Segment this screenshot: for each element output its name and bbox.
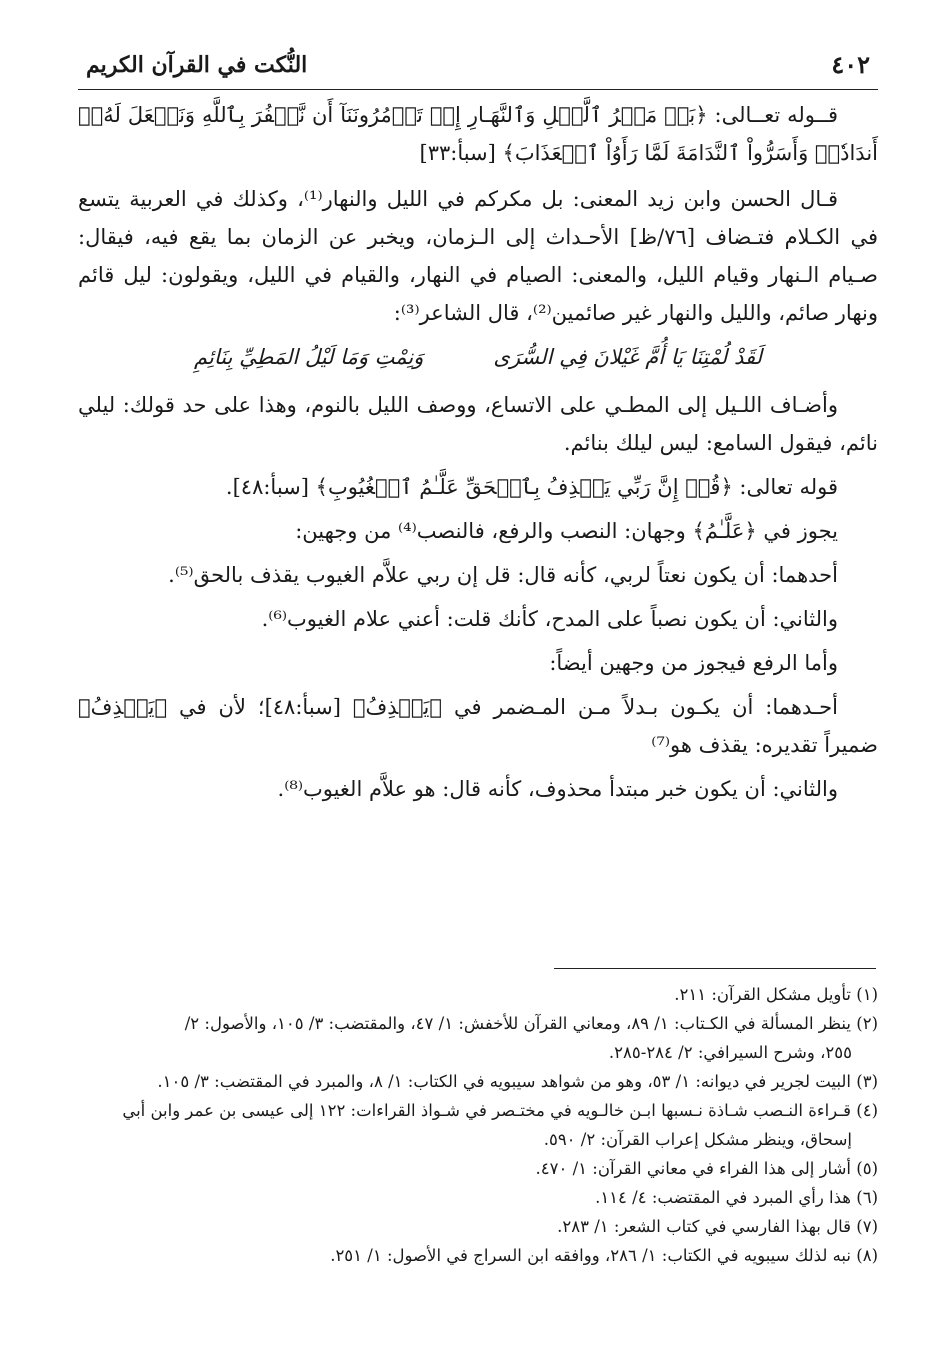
paragraph-raf-first: أحـدهما: أن يكـون بـدلاً مـن المـضمر في ﴿يَقۡذِفُ﴾ [سبأ:٤٨]؛ لأن في ﴿يَقۡذِفُ﴾ ضميراً تقديره: يقذف هو⁽⁷⁾ — [78, 695, 878, 757]
footnote-3: (٣) البيت لجرير في ديوانه: ١/ ٥٣، وهو من شواهد سيبويه في الكتاب: ١/ ٨، والمبرد في المقتضب: ٣/ ١٠٥. — [157, 1072, 878, 1091]
footnote-1: (١) تأويل مشكل القرآن: ٢١١. — [674, 985, 878, 1004]
paragraph-two-readings: يجوز في ﴿عَلَّـٰمُ﴾ وجهان: النصب والرفع، فالنصب⁽⁴⁾ من وجهين: — [295, 519, 838, 543]
paragraph-verse-explanation: وأضـاف اللـيل إلى المطـي على الاتساع، ووصف الليل بالنوم، وهذا على حد قولك: ليلي نائم، فيقول السامع: ليس ليلك بنائم. — [78, 393, 878, 455]
footnote-divider — [554, 968, 876, 969]
paragraph-commentary: قـال الحسن وابن زيد المعنى: بل مكركم في الليل والنهار⁽¹⁾، وكذلك في العربية يتسع في الكـلام فتـضاف [٧٦/ظ] الأحـداث إلى الـزمان، ويخبر عن الزمان بما يقع فيه، فيقال: صـيام الـنهار وقيام الليل، والمعنى: الصيام في النهار، والقيام في الليل، ويقولون: ليل قائم ونهار صائم، والليل والنهار غير صائمين⁽²⁾، قال الشاعر⁽³⁾: — [78, 187, 879, 325]
paragraph-raf-intro: وأما الرفع فيجوز من وجهين أيضاً: — [549, 651, 838, 675]
footnote-8: (٨) نبه لذلك سيبويه في الكتاب: ١/ ٢٨٦، ووافقه ابن السراج في الأصول: ١/ ٢٥١. — [330, 1246, 878, 1265]
paragraph-nasb-first: أحدهما: أن يكون نعتاً لربي، كأنه قال: قل إن ربي علاَّم الغيوب يقذف بالحق⁽⁵⁾. — [168, 563, 838, 587]
paragraph-nasb-second: والثاني: أن يكون نصباً على المدح، كأنك قلت: أعني علام الغيوب⁽⁶⁾. — [261, 607, 838, 631]
footnote-7: (٧) قال بهذا الفارسي في كتاب الشعر: ١/ ٢٨٣. — [557, 1217, 878, 1236]
running-header — [78, 52, 878, 92]
footnote-4-continuation: إسحاق، وينظر مشكل إعراب القرآن: ٢/ ٥٩٠. — [543, 1130, 852, 1149]
poetry-verse — [78, 338, 878, 376]
footnote-4: (٤) قـراءة النـصب شـاذة نـسبها ابـن خالـويه في مختـصر في شـواذ القراءات: ١٢٢ إلى عيسى بن عمر وابن أبي — [122, 1101, 878, 1120]
footnotes — [78, 980, 882, 1270]
paragraph-verse-saba-33: قــوله تعــالى: ﴿بَلۡ مَكۡرُ ٱلَّيۡلِ وَٱلنَّهَـارِ إِذۡ تَأۡمُرُونَنَآ أَن نَّكۡفُرَ بِٱللَّهِ وَنَجۡعَلَ لَهُۥٓ أَندَادٗاۚ وَأَسَرُّواْ ٱلنَّدَامَةَ لَمَّا رَأَوُاْ ٱلۡعَذَابَ﴾ [سبأ:٣٣] — [78, 103, 878, 165]
paragraph-raf-second: والثاني: أن يكون خبر مبتدأ محذوف، كأنه قال: هو علاَّم الغيوب⁽⁸⁾. — [277, 777, 838, 801]
footnote-2-continuation: ٢٥٥، وشرح السيرافي: ٢/ ٢٨٤-٢٨٥. — [608, 1043, 852, 1062]
footnote-6: (٦) هذا رأي المبرد في المقتضب: ٤/ ١١٤. — [595, 1188, 878, 1207]
paragraph-verse-saba-48: قوله تعالى: ﴿قُلۡ إِنَّ رَبِّي يَقۡذِفُ بِٱلۡحَقِّ عَلَّـٰمُ ٱلۡغُيُوبِ﴾ [سبأ:٤٨]. — [225, 475, 838, 499]
footnote-2: (٢) ينظر المسألة في الكـتاب: ١/ ٨٩، ومعاني القرآن للأخفش: ١/ ٤٧، والمقتضب: ٣/ ١٠٥، والأصول: ٢/ — [184, 1014, 878, 1033]
verse-second-hemistich: وَنِمْتِ وَمَا لَيْلُ المَطِيِّ بِنَائِمِ — [194, 345, 424, 369]
verse-first-hemistich: لَقَدْ لُمْتِنَا يَا أُمَّ غَيْلانَ فِي السُّرَى — [493, 345, 762, 369]
main-text — [78, 96, 878, 814]
footnote-5: (٥) أشار إلى هذا الفراء في معاني القرآن: ١/ ٤٧٠. — [535, 1159, 878, 1178]
header-divider — [78, 89, 878, 90]
book-title: النُّكت في القرآن الكريم — [86, 52, 308, 78]
page-number: ٤٠٢ — [831, 50, 870, 79]
